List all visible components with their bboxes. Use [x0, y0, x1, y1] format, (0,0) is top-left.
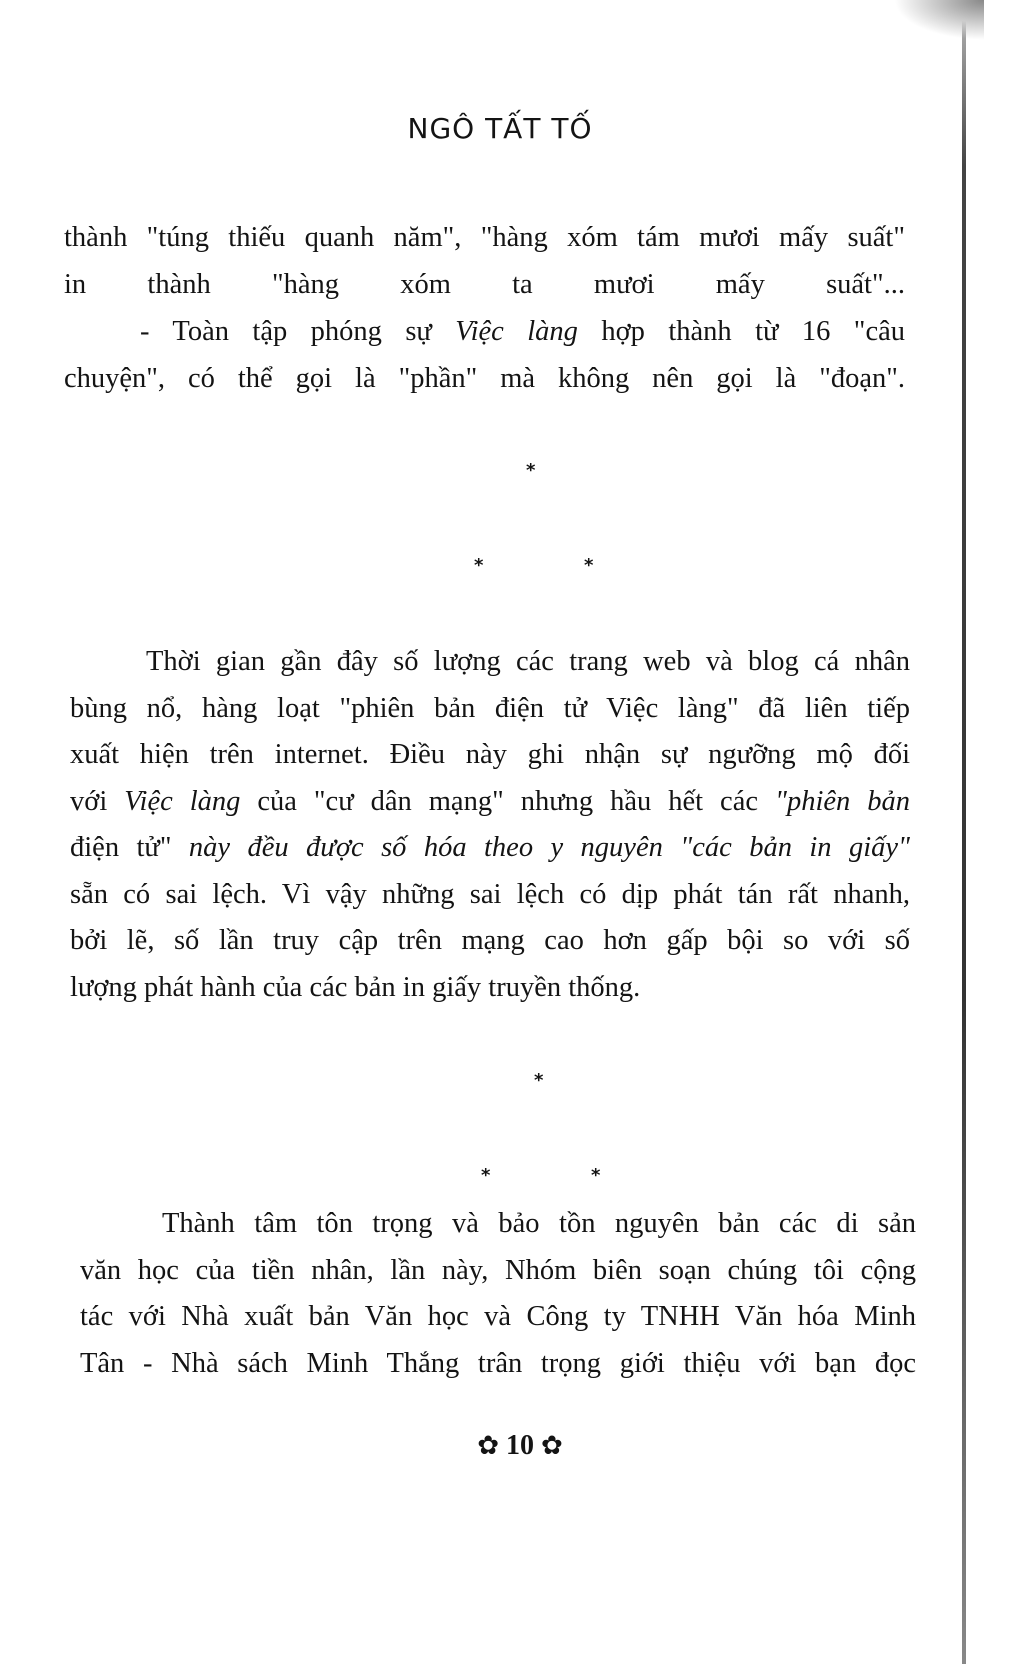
page-edge: [962, 0, 966, 1664]
text-line: sẵn có sai lệch. Vì vậy những sai lệch có dịp phát tán rất nhanh,: [70, 878, 910, 910]
separator-star: *: [474, 555, 484, 576]
separator-star: *: [526, 460, 536, 481]
page-footer: [455, 1428, 585, 1462]
text-line: chuyện", có thể gọi là "phần" mà không nên gọi là "đoạn".: [64, 363, 905, 394]
text-line: điện tử" này đều được số hóa theo y nguyên "các bản in giấy": [70, 832, 910, 863]
text-line: thành "túng thiếu quanh năm", "hàng xóm tám mươi mấy suất": [64, 222, 905, 253]
flower-icon: ✿: [541, 1430, 563, 1461]
text-line: tác với Nhà xuất bản Văn học và Công ty TNHH Văn hóa Minh: [80, 1301, 916, 1332]
text-line: với Việc làng của "cư dân mạng" nhưng hầu hết các "phiên bản: [70, 785, 911, 817]
text-line: bởi lẽ, số lần truy cập trên mạng cao hơn gấp bội so với số: [70, 925, 910, 956]
text-line: Thời gian gần đây số lượng các trang web và blog cá nhân: [146, 646, 910, 677]
text-line: bùng nổ, hàng loạt "phiên bản điện tử Việc làng" đã liên tiếp: [70, 692, 910, 724]
separator-star: *: [591, 1165, 601, 1186]
flower-icon: ✿: [477, 1430, 499, 1461]
text-line: văn học của tiền nhân, lần này, Nhóm biên soạn chúng tôi cộng: [80, 1254, 916, 1286]
separator-star: *: [534, 1070, 544, 1091]
text-line: xuất hiện trên internet. Điều này ghi nhận sự ngưỡng mộ đối: [70, 739, 910, 770]
separator-star: *: [584, 555, 594, 576]
separator-star: *: [481, 1165, 491, 1186]
text-line: - Toàn tập phóng sự Việc làng hợp thành từ 16 "câu: [140, 316, 905, 347]
running-header: NGÔ TẤT TỐ: [407, 112, 593, 145]
text-line: Tân - Nhà sách Minh Thắng trân trọng giới thiệu với bạn đọc: [80, 1347, 916, 1379]
page-margin: [966, 0, 1024, 1664]
page-number: 10: [506, 1429, 534, 1461]
page-corner-shadow: [894, 0, 984, 40]
text-line: Thành tâm tôn trọng và bảo tồn nguyên bản các di sản: [162, 1208, 916, 1239]
text-line: lượng phát hành của các bản in giấy truyền thống.: [70, 971, 641, 1003]
text-line: in thành "hàng xóm ta mươi mấy suất"...: [64, 269, 905, 300]
